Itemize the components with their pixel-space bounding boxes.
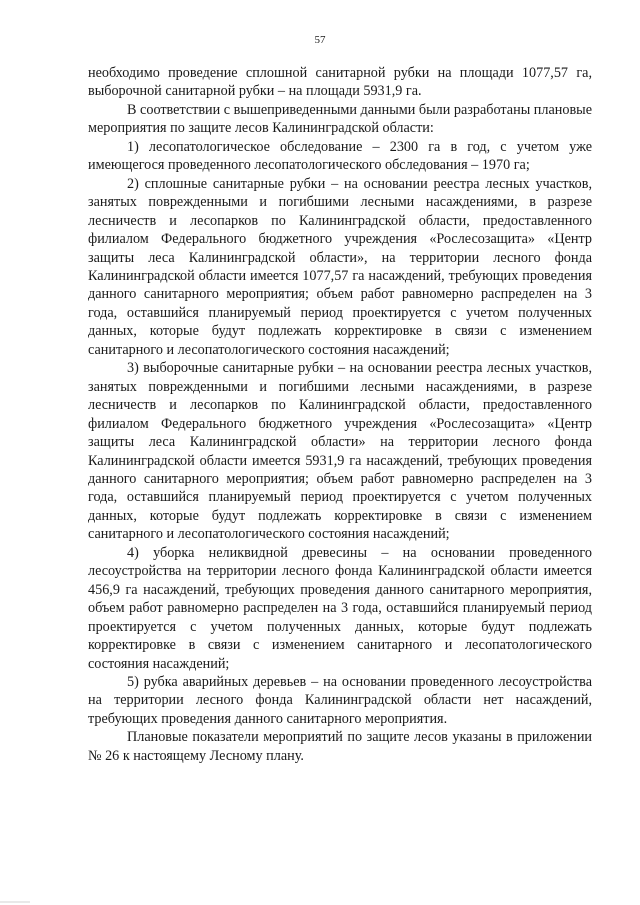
scan-edge-mark — [0, 901, 30, 903]
list-item-4: 4) уборка неликвидной древесины – на основании проведенного лесоустройства на территории лесного фонда Калининградской области имеется 456,9 га насаждений, требующих проведения данного санитарного мероприятия, объем работ равномерно распределен на 3 года, оставшийся планируемый период проектируется с учетом полученных данных, которые будут подлежать корректировке в связи с изменением санитарного и лесопатологического состояния насаждений; — [88, 544, 592, 672]
list-item-3: 3) выборочные санитарные рубки – на основании реестра лесных участков, занятых поврежденными и погибшими лесными насаждениями, в разрезе лесничеств и лесопарков по Калининградской области, предоставленного филиалом Федерального бюджетного учреждения «Рослесозащита» «Центр защиты леса Калининградской области» на территории лесного фонда Калининградской области имеется 5931,9 га насаждений, требующих проведения данного санитарного мероприятия; объем работ равномерно распределен на 3 года, оставшийся планируемый период проектируется с учетом полученных данных, которые будут подлежать корректировке в связи с изменением санитарного и лесопатологического состояния насаждений; — [88, 360, 592, 543]
paragraph-continuation: необходимо проведение сплошной санитарной рубки на площади 1077,57 га, выборочной санитарной рубки – на площади 5931,9 га. — [88, 65, 592, 100]
list-item-5: 5) рубка аварийных деревьев – на основании проведенного лесоустройства на территории лесного фонда Калининградской области нет насаждений, требующих проведения данного санитарного мероприятия. — [88, 673, 592, 727]
paragraph-intro: В соответствии с вышеприведенными данными были разработаны плановые мероприятия по защите лесов Калининградской области: — [88, 101, 592, 137]
body-text — [88, 64, 592, 765]
list-item-1: 1) лесопатологическое обследование – 2300 га в год, с учетом уже имеющегося проведенного лесопатологического обследования – 1970 га; — [88, 138, 592, 174]
paragraph-closing: Плановые показатели мероприятий по защите лесов указаны в приложении № 26 к настоящему Лесному плану. — [88, 729, 592, 764]
list-item-2: 2) сплошные санитарные рубки – на основании реестра лесных участков, занятых поврежденными и погибшими лесными насаждениями, в разрезе лесничеств и лесопарков по Калининградской области, предоставленного филиалом Федерального бюджетного учреждения «Рослесозащита» «Центр защиты леса Калининградской области», на территории лесного фонда Калининградской области имеется 1077,57 га насаждений, требующих проведения данного санитарного мероприятия; объем работ равномерно распределен на 3 года, оставшийся планируемый период проектируется с учетом полученных данных, которые будут подлежать корректировке в связи с изменением санитарного и лесопатологического состояния насаждений; — [88, 175, 592, 358]
page-number: 57 — [314, 34, 326, 46]
